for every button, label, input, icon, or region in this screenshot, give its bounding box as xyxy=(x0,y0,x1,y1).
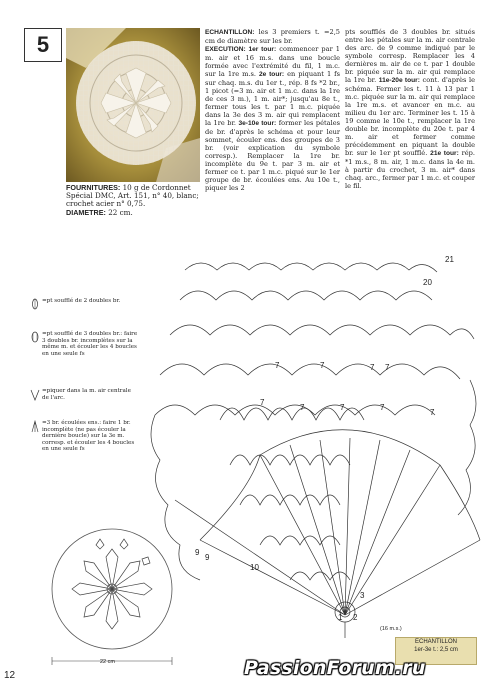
round-label: 7 xyxy=(260,398,265,407)
supplies-text: 10 g de Cordonnet Spécial DMC, Art. 151, n° 40, blanc; crochet acier n° 0,75. xyxy=(66,183,199,209)
doily-photo xyxy=(66,28,200,182)
gauge-title: ECHANTILLON xyxy=(414,639,457,645)
legend-text: =pt soufflé de 2 doubles br. xyxy=(42,298,121,304)
cluster-stitch-icon xyxy=(30,420,40,434)
start-chain-label: (16 m.s.) xyxy=(380,626,402,632)
round-label: 7 xyxy=(300,403,305,412)
instr-5-text: pts soufflés de 3 doubles br. situés entre les pétales sur la m. air centrale des arc. de 9 comme indiqué par le symbole corresp. Remplacer les 4 dernières m. air de ce t. par 1 double br. piquée sur la m. air qui remplace la 1re br. xyxy=(345,28,475,84)
page-number: 12 xyxy=(4,670,16,681)
instructions-column-1 xyxy=(205,28,340,192)
gauge-text: 1er-3e t.: 2,5 cm xyxy=(414,647,458,653)
round-label: 7 xyxy=(320,361,325,370)
puff-stitch-icon xyxy=(30,298,40,312)
instr-6-text: cont. d'après le schéma. Fermer les t. 11 à 13 par 1 m.c. piquée sur la m. air qui remplace la 1re m.s. et avancer en m.c. au milieu du 1er arc. Terminer les t. 15 à 19 comme le 10e t., remplacer la 1re double br. incomplète du 20e t. par 4 m. air et fermer comme précédemment en piquant la double br. sur le 1er pt soufflé. xyxy=(345,76,475,157)
arrow-pin-icon xyxy=(30,388,40,402)
instr-1-text: les 3 premiers t. =2,5 cm de diamètre sur les br. xyxy=(205,28,340,45)
round-label: 7 xyxy=(380,403,385,412)
instr-3-bold: 2e tour: xyxy=(259,71,285,78)
crochet-chart xyxy=(140,240,490,640)
round-label: 10 xyxy=(250,563,259,572)
instr-1-bold: ECHANTILLON: xyxy=(205,29,255,36)
instr-4-text: former les pétales de br. d'après le schéma et pour leur sommet, écouler ens. des groupes de 3 br. (voir explication du symbole corresp.). Remplacer la 1re br. incomplète du 9e t. par 3 m. air et fermer ce t. par 1 m.c. piqué sur le 1er groupe de br. écoulées ens. Au 10e t., piquer les 2 xyxy=(205,119,340,192)
legend-text: =pt soufflé de 3 doubles br.: faire 3 doubles br. incomplètes sur la même m. et écouler les 4 boucles en une seule fs xyxy=(42,331,138,357)
supplies-label: FOURNITURES: xyxy=(66,183,121,192)
instr-3-text: en piquant 1 fs sur chaq. m.s. du 1er t., rép. 8 fs *2 br., 1 picot (=3 m. air et 1 m.c. dans la 1re de ces 3 m.), 1 m. air*; jusqu'au 8e t., fermer tous les t. par 1 m.c. piquée dans la 3e des 3 m. air qui remplacent la 1re br. xyxy=(205,70,340,127)
supplies-block xyxy=(66,184,200,217)
round-label: 2 xyxy=(353,613,358,622)
arc-label: 9 xyxy=(195,548,200,557)
diameter-label: DIAMETRE: xyxy=(66,207,106,217)
round-label: 1 xyxy=(338,613,343,622)
diameter-dimension-label: 22 cm xyxy=(100,659,115,665)
round-label: 9 xyxy=(205,553,210,562)
round-label: 3 xyxy=(360,591,365,600)
round-label: 7 xyxy=(275,361,280,370)
legend-text: =3 br. écoulées ens.: faire 1 br. incomplète (ne pas écouler la dernière boucle) sur la 3e m. corresp. et écouler les 4 boucles en une seule fs xyxy=(42,420,135,453)
instr-2-bold: EXECUTION: 1er tour: xyxy=(205,46,277,53)
diameter-text: 22 cm. xyxy=(105,207,133,217)
pattern-number: 5 xyxy=(24,28,62,62)
round-label: 20 xyxy=(423,278,432,287)
instr-4-bold: 3e-10e tour: xyxy=(238,120,277,127)
instr-6-bold: 11e-20e tour: xyxy=(378,77,420,84)
round-label: 7 xyxy=(370,363,375,372)
round-label: 7 xyxy=(385,363,390,372)
instr-7-bold: 21e tour: xyxy=(430,150,459,157)
puff-3-icon xyxy=(30,331,40,345)
round-label: 21 xyxy=(445,255,454,264)
instructions-column-2 xyxy=(345,28,475,190)
legend-text: =piquer dans la m. air centrale de l'arc. xyxy=(42,388,131,401)
round-label: 7 xyxy=(340,403,345,412)
instr-7-text: rép. *1 m.s., 8 m. air, 1 m.c. dans la 4e m. à partir du crochet, 3 m. air* dans chaq. arc., fermer par 1 m.c. et couper le fil. xyxy=(345,149,476,190)
watermark: PassionForum.ru xyxy=(244,657,426,679)
instr-2-text: commencer par 1 m. air et 16 m.s. dans une boucle formée avec l'extrémité du fil, 1 m.c. sur la 1re m.s. xyxy=(205,45,340,78)
round-label: 7 xyxy=(430,408,435,417)
